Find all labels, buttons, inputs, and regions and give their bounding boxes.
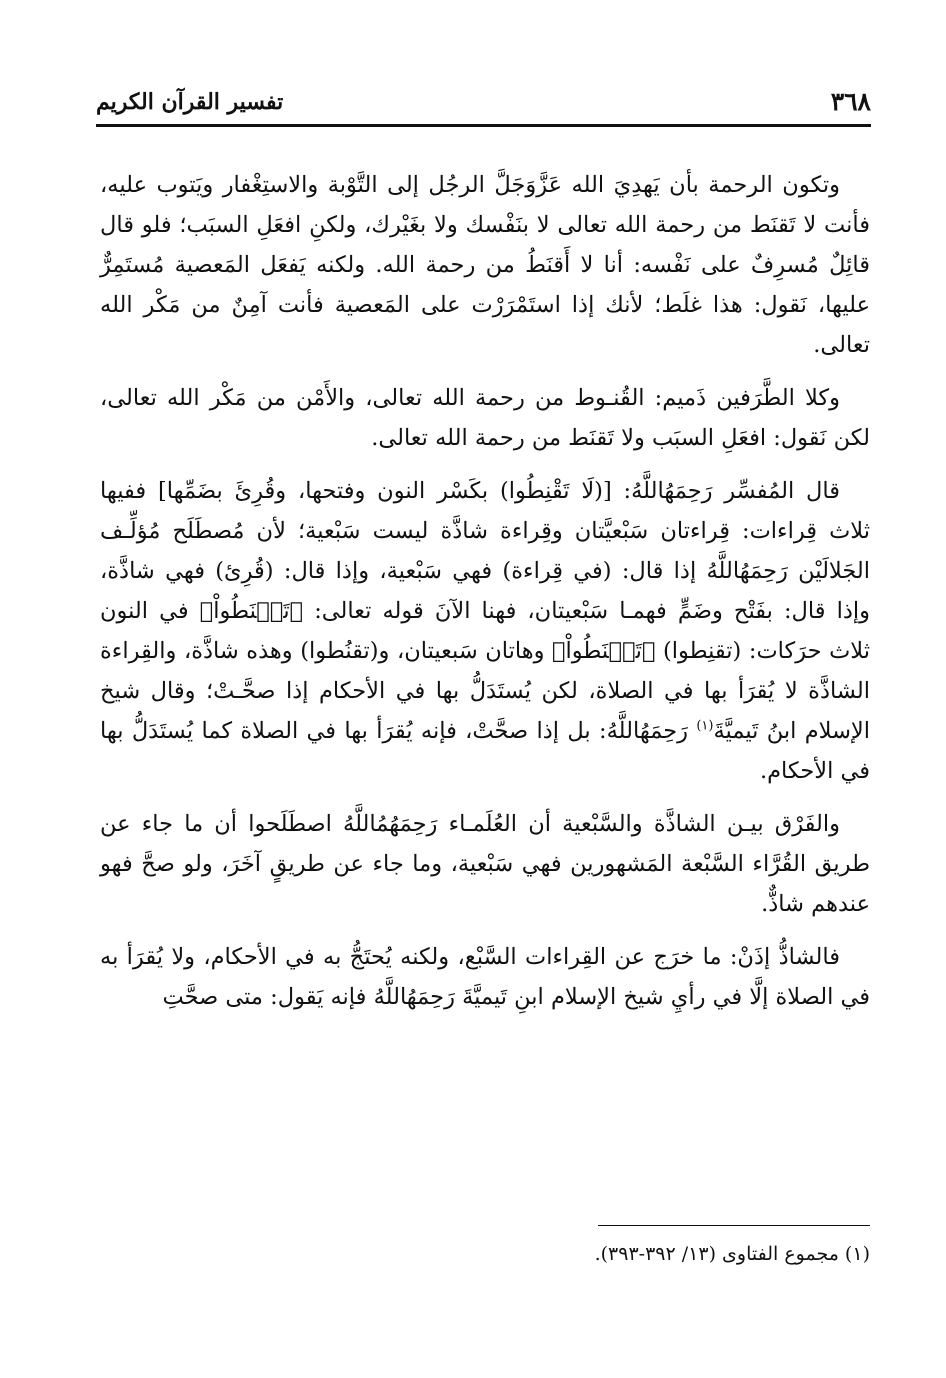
paragraph-text: قال المُفسِّر رَحِمَهُاللَّهُ: [(لَا تَقْنِطُوا) بكَسْر النون وفتحها، وقُرِئَ بضَمِّها] ففيها ثلاث قِراءات: قِراءتان سَبْعيَّتان وقِراءة شاذَّة ليست سَبْعية؛ لأن مُصطَلَح مُؤلِّـف الجَلالَيْن رَحِمَهُاللَّهُ إذا قال: (في قِراءة) فهي سَبْعية، وإذا قال: (قُرِئ) فهي شاذَّة، وإذا قال: بفَتْح وضَمٍّ فهمـا سَبْعيتان، فهنا الآنَ قوله تعالى: ﴿تَقۡنَطُواْ﴾ في النون ثلاث حرَكات: (تقنِطوا) ﴿تَقۡنَطُواْ﴾ وهاتان سَبعيتان، و(تقنُطوا) وهذه شاذَّة، والقِراءة الشاذَّة لا يُقرَأ بها في الصلاة، لكن يُستَدَلُّ بها في الأحكام إذا صحَّـتْ؛ وقال شيخ الإسلام ابنُ تَيميَّةَ [100,478,871,744]
footnote-rule [598,1225,870,1226]
footnote-reference: (١) [696,718,714,734]
page-header [96,86,871,122]
paragraph: فالشاذُّ إذَنْ: ما خرَج عن القِراءات السَّبْع، ولكنه يُحتَجُّ به في الأحكام، ولا يُقرَأ به في الصلاة إلَّا في رأيِ شيخ الإسلام ابنِ تَيميَّةَ رَحِمَهُاللَّهُ فإنه يَقول: متى صحَّتِ [100,944,870,1010]
paragraph: وتكون الرحمة بأن يَهدِيَ الله عَزَّوَجَلَّ الرجُل إلى التَّوْبة والاستِغْفار ويَتوب عليه، فأنت لا تَقنَط من رحمة الله تعالى لا بنَفْسك ولا بغَيْرك، ولكنِ افعَلِ السبَب؛ فلو قال قائِلٌ مُسرِفٌ على نَفْسه: أنا لا أَقنَطُ من رحمة الله. ولكنه يَفعَل المَعصية مُستَمِرٌّ عليها، نَقول: هذا غلَط؛ لأنك إذا استَمْرَرْت على المَعصية فأنت آمِنٌ من مَكْر الله تعالى. [100,172,870,358]
footnote: (١) مجموع الفتاوى (١٣/ ٣٩٢-٣٩٣). [594,1243,870,1265]
paragraph: والفَرْق بيـن الشاذَّة والسَّبْعية أن العُلَمـاء رَحِمَهُمُاللَّهُ اصطَلَحوا أن ما جاء عن طريق القُرَّاء السَّبْعة المَشهورين فهي سَبْعية، وما جاء عن طريقٍ آخَرَ، ولو صحَّ فهو عندهم شاذٌّ. [100,811,870,917]
header-rule [96,124,871,127]
paragraph-text: رَحِمَهُاللَّهُ: بل إذا صحَّتْ، فإنه يُقرَأ بها في الصلاة كما يُستَدَلُّ بها في الأحكام. [100,718,870,784]
paragraph-mufassir [100,471,870,791]
main-text [100,165,870,1030]
paragraph: وكلا الطَّرَفين ذَميم: القُنـوط من رحمة الله تعالى، والأَمْن من مَكْر الله تعالى، لكن نَقول: افعَلِ السبَب ولا تَقنَط من رحمة الله تعالى. [100,385,870,451]
page-number: ٣٦٨ [830,87,871,116]
running-title: تفسير القرآن الكريم [96,89,284,115]
